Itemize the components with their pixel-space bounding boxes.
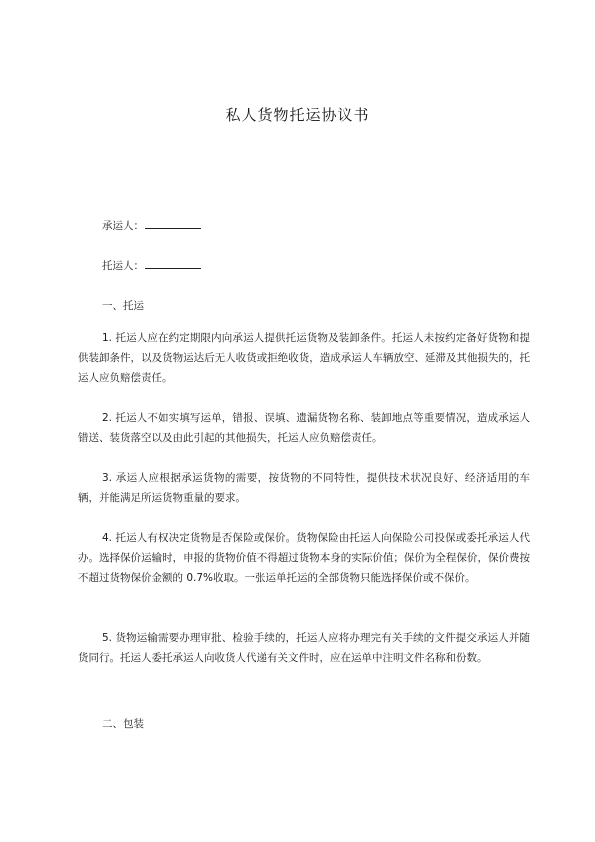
section-heading-packaging: 二、包装 (102, 718, 144, 730)
section-heading-consignment: 一、托运 (102, 300, 144, 312)
document-title: 私人货物托运协议书 (225, 106, 370, 124)
shipper-field (102, 258, 201, 273)
clause-paragraph: 3. 承运人应根据承运货物的需要，按货物的不同特性，提供技术状况良好、经济适用的车辆，并能满足所运货物重量的要求。 (78, 472, 530, 504)
clause-paragraph: 5. 货物运输需要办理审批、检验手续的，托运人应将办理完有关手续的文件提交承运人并随货同行。托运人委托承运人向收货人代递有关文件时，应在运单中注明文件名称和份数。 (78, 632, 530, 664)
shipper-blank-line (145, 267, 201, 269)
shipper-label: 托运人： (102, 260, 144, 272)
clause-paragraph: 2. 托运人不如实填写运单，错报、误填、遗漏货物名称、装卸地点等重要情况，造成承运人错送、装货落空以及由此引起的其他损失，托运人应负赔偿责任。 (78, 412, 530, 444)
carrier-label: 承运人： (102, 220, 144, 232)
carrier-blank-line (145, 227, 201, 229)
clause-paragraph: 1. 托运人应在约定期限内向承运人提供托运货物及装卸条件。托运人未按约定备好货物和提供装卸条件，以及货物运达后无人收货或拒绝收货，造成承运人车辆放空、延滞及其他损失的，托运人应负赔偿责任。 (78, 332, 530, 384)
clause-paragraph: 4. 托运人有权决定货物是否保险或保价。货物保险由托运人向保险公司投保或委托承运人代办。选择保价运输时，申报的货物价值不得超过货物本身的实际价值；保价为全程保价，保价费按不超过货物保价金额的 0.7%收取。一张运单托运的全部货物只能选择保价或不保价。 (78, 532, 530, 584)
carrier-field (102, 218, 201, 233)
